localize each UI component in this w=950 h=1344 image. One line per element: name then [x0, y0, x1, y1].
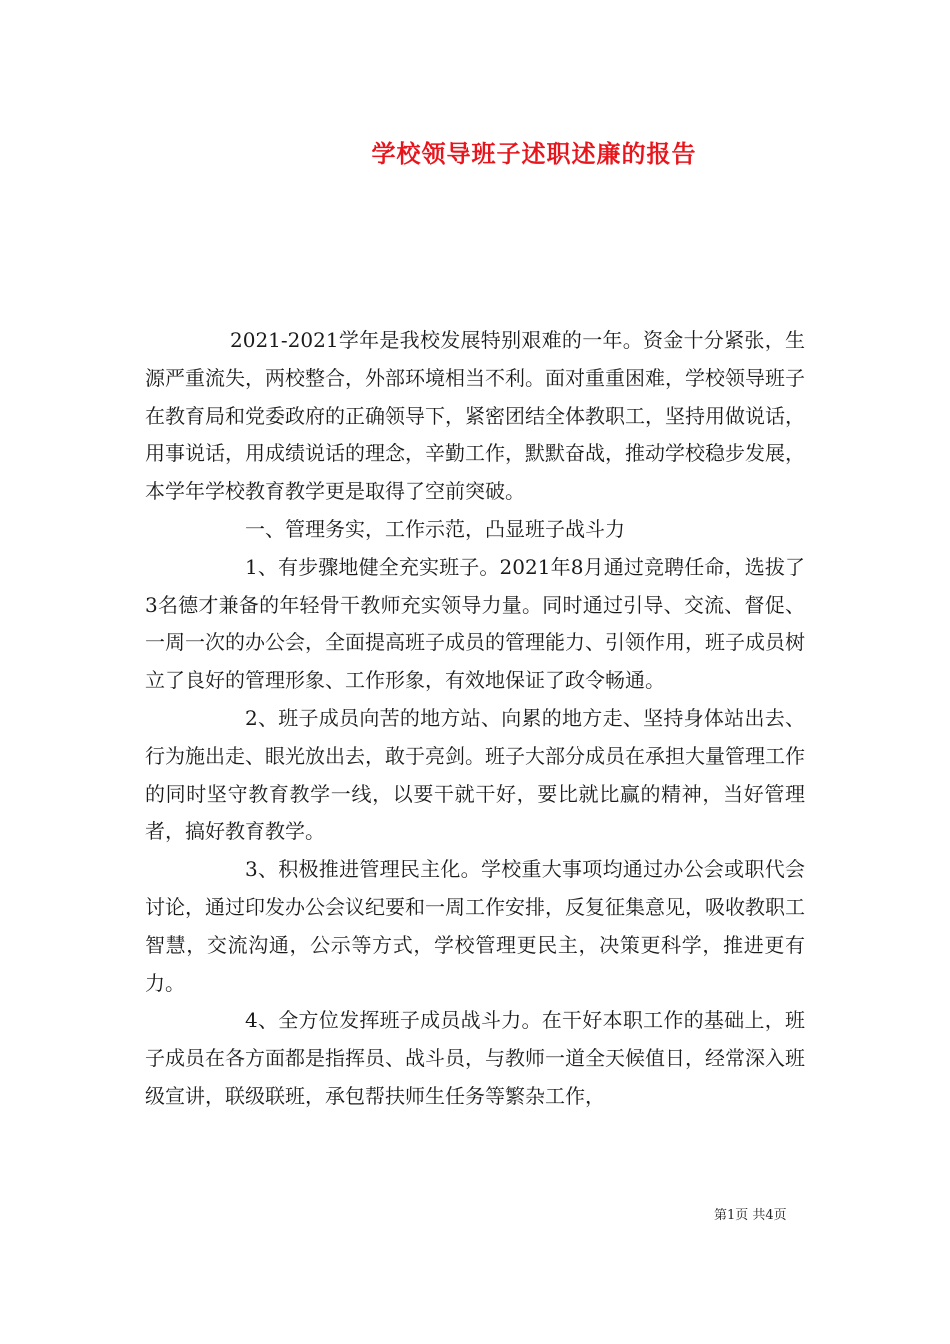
paragraph-item-3: 3、积极推进管理民主化。学校重大事项均通过办公会或职代会讨论，通过印发办公会议纪要和一周工作安排，反复征集意见，吸收教职工智慧，交流沟通，公示等方式，学校管理更民主，决策更科学，推进更有力。	[145, 857, 805, 995]
paragraph-item-2: 2、班子成员向苦的地方站、向累的地方走、坚持身体站出去、行为施出走、眼光放出去，敢于亮剑。班子大部分成员在承担大量管理工作的同时坚守教育教学一线，以要干就干好，要比就比赢的精神，当好管理者，搞好教育教学。	[145, 705, 805, 844]
paragraph-item-1: 1、有步骤地健全充实班子。2021年8月通过竞聘任命，选拔了3名德才兼备的年轻骨干教师充实领导力量。同时通过引导、交流、督促、一周一次的办公会，全面提高班子成员的管理能力、引领作用，班子成员树立了良好的管理形象、工作形象，有效地保证了政令畅通。	[145, 554, 805, 693]
document-body	[145, 322, 805, 1116]
section-heading-1: 一、管理务实，工作示范，凸显班子战斗力	[245, 516, 625, 541]
document-title: 学校领导班子述职述廉的报告	[371, 139, 697, 168]
intro-paragraph: 2021-2021学年是我校发展特别艰难的一年。资金十分紧张，生源严重流失，两校整合，外部环境相当不利。面对重重困难，学校领导班子在教育局和党委政府的正确领导下，紧密团结全体教职工，坚持用做说话，用事说话，用成绩说话的理念，辛勤工作，默默奋战，推动学校稳步发展，本学年学校教育教学更是取得了空前突破。	[145, 328, 805, 504]
page-number-footer: 第1页 共4页	[714, 1208, 787, 1223]
paragraph-item-4: 4、全方位发挥班子成员战斗力。在干好本职工作的基础上，班子成员在各方面都是指挥员、战斗员，与教师一道全天候值日，经常深入班级宣讲，联级联班，承包帮扶师生任务等繁杂工作，	[145, 1008, 805, 1108]
